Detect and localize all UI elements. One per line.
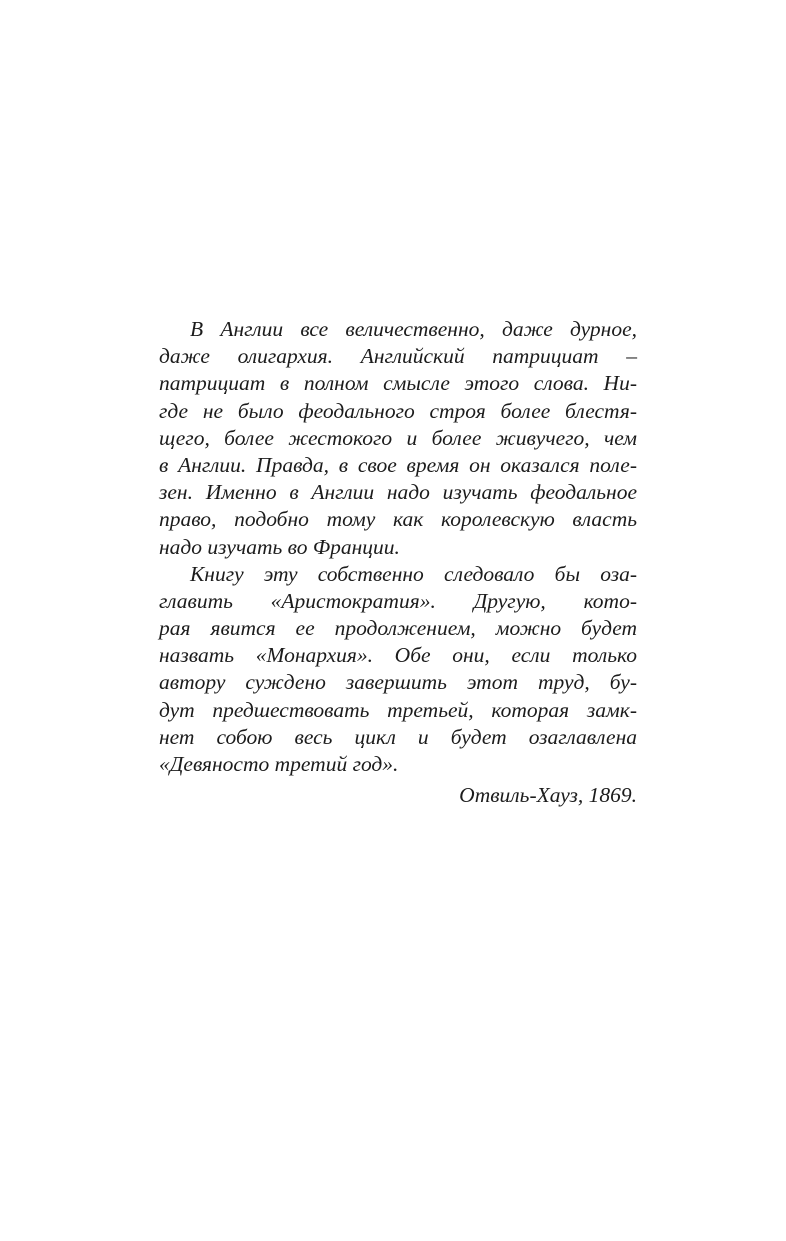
- text-line: зен. Именно в Англии надо изучать феодальное: [159, 480, 637, 505]
- text-line: надо изучать во Франции.: [159, 534, 400, 559]
- text-line: щего, более жестокого и более живучего, чем: [159, 425, 637, 450]
- paragraph-2: [159, 561, 637, 779]
- text-line: в Англии. Правда, в свое время он оказался поле-: [159, 452, 637, 477]
- text-line: патрициат в полном смысле этого слова. Ни-: [159, 371, 637, 396]
- paragraph-1: [159, 316, 637, 561]
- text-line: главить «Аристократия». Другую, кото-: [159, 588, 637, 613]
- place-date-signature: Отвиль-Хауз, 1869.: [459, 783, 637, 808]
- text-line: автору суждено завершить этот труд, бу-: [159, 670, 637, 695]
- text-line: даже олигархия. Английский патрициат –: [159, 344, 637, 369]
- text-line: дут предшествовать третьей, которая замк-: [159, 697, 637, 722]
- text-line: где не было феодального строя более блестя-: [159, 398, 637, 423]
- text-line: нет собою весь цикл и будет озаглавлена: [159, 724, 637, 749]
- text-line: «Девяносто третий год».: [159, 752, 399, 776]
- preface-text: [159, 316, 637, 809]
- text-line: право, подобно тому как королевскую власть: [159, 507, 637, 532]
- text-line: назвать «Монархия». Обе они, если только: [159, 643, 637, 668]
- text-line: рая явится ее продолжением, можно будет: [159, 616, 637, 641]
- text-line: В Англии все величественно, даже дурное,: [190, 317, 637, 341]
- text-line: Книгу эту собственно следовало бы оза-: [190, 561, 637, 586]
